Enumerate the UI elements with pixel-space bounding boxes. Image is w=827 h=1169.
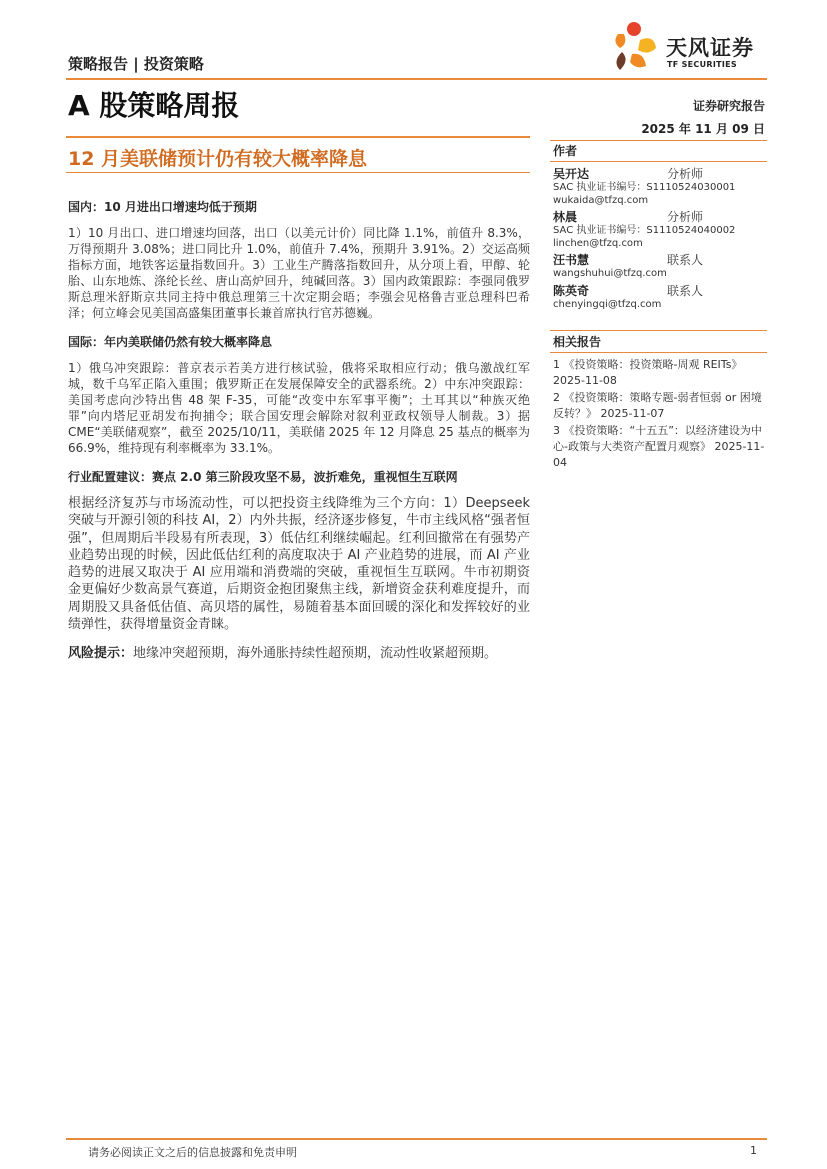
footer-divider [66, 1138, 767, 1140]
author-name: 林晨 [553, 210, 578, 224]
report-type: 证券研究报告 [692, 99, 765, 113]
subtitle-bottom-divider [66, 172, 530, 173]
related-report-link[interactable]: 3 《投资策略：“十五五”：以经济建设为中心-政策与大类资产配置月观察》 2025-11-04 [553, 424, 765, 469]
author-card [553, 284, 767, 312]
author-name: 陈英奇 [553, 283, 590, 298]
report-category: 策略报告 | 投资策略 [68, 55, 204, 73]
subtitle-top-divider [66, 136, 530, 138]
report-date: 2025 年 11 月 09 日 [641, 122, 765, 136]
logo-text-cn: 天风证券 [666, 36, 754, 60]
section-international [68, 333, 530, 456]
related-divider [550, 352, 767, 353]
author-email[interactable]: linchen@tfzq.com [553, 237, 643, 249]
author-email[interactable]: chenyingqi@tfzq.com [553, 298, 662, 310]
author-role: 分析师 [667, 210, 704, 224]
section-heading: 国内：10 月进出口增速均低于预期 [68, 200, 257, 214]
related-reports-panel [553, 333, 767, 471]
author-email[interactable]: wangshuhui@tfzq.com [553, 268, 667, 279]
author-email[interactable]: wukaida@tfzq.com [553, 194, 649, 206]
footer-disclaimer: 请务必阅读正文之后的信息披露和免责申明 [88, 1146, 297, 1159]
related-heading: 相关报告 [553, 335, 602, 349]
authors-heading: 作者 [553, 144, 578, 158]
author-name: 吴开达 [553, 167, 590, 181]
section-heading: 国际：年内美联储仍然有较大概率降息 [68, 335, 273, 349]
authors-top-divider [550, 140, 767, 141]
top-divider [66, 78, 767, 80]
risk-text: 地缘冲突超预期，海外通胀持续性超预期，流动性收紧超预期。 [133, 646, 498, 662]
author-role: 联系人 [667, 253, 704, 267]
related-report-link[interactable]: 1 《投资策略：投资策略-周观 REITs》 2025-11-08 [553, 358, 743, 387]
logo-text-en: TF SECURITIES [667, 60, 737, 69]
author-role: 分析师 [667, 167, 704, 181]
author-cert: SAC 执业证书编号：S1110524030001 [553, 182, 736, 193]
section-body: 1）10 月出口、进口增速均回落，出口（以美元计价）同比降 1.1%，前值升 8.3%，万得预期升 3.08%；进口同比升 1.0%，前值升 7.4%，预期升 3.91%。2）交运高频指标方面，地铁客运量指数回升。3）工业生产腾落指数回升，从分项上看，甲醇、轮胎、山东地炼、涤纶长丝、唐山高炉回升，纯碱回落。3）国内政策跟踪：李强同俄罗斯总理米舒斯京共同主持中俄总理第三十次定期会晤；李强会见格鲁吉亚总理科巴希泽；何立峰会见美国高盛集团董事长兼首席执行官苏德巍。 [68, 226, 530, 320]
section-body: 1）俄乌冲突跟踪：普京表示若美方进行核试验，俄将采取相应行动；俄乌激战红军城，数千乌军正陷入重围；俄罗斯正在发展保障安全的武器系统。2）中东冲突跟踪：美国考虑向沙特出售 48 架 F-35，可能“改变中东军事平衡”；土耳其以“种族灭绝罪”向内塔尼亚胡发布拘捕令；联合国安理会解除对叙利亚政权领导人制裁。3）据 CME“美联储观察”，截至 2025/10/11，美联储 2025 年 12 月降息 25 基点的概率为 66.9%，维持现有利率概率为 33.1%。 [68, 361, 530, 455]
section-body: 根据经济复苏与市场流动性，可以把投资主线降维为三个方向：1）Deepseek 突破与开源引领的科技 AI，2）内外共振，经济逐步修复，牛市主线风格“强者恒强”，但周期后半段易有所表现，3）低估红利继续崛起。红利回撤常在有强势产业趋势出现的时候，因此低估红利的高度取决于 AI 产业趋势的进展，而 AI 产业趋势的进展又取决于 AI 应用端和消费端的突破，重视恒生互联网。牛市初期资金更偏好少数高景气赛道，后期资金抱团聚焦主线，新增资金获利难度提升，而周期股又具备低估值、高贝塔的属性，易随着基本面回暖的深化和发挥较好的业绩弹性，获得增量资金青睐。 [68, 496, 530, 633]
author-cert: SAC 执业证书编号：S1110524040002 [553, 225, 736, 236]
risk-warning [68, 645, 530, 662]
section-heading: 行业配置建议：赛点 2.0 第三阶段攻坚不易，波折难免，重视恒生互联网 [68, 470, 458, 484]
report-title: A 股策略周报 [68, 89, 240, 122]
risk-label: 风险提示： [68, 646, 134, 662]
company-logo [610, 20, 770, 74]
author-name: 汪书慧 [553, 253, 590, 267]
related-top-divider [550, 330, 767, 331]
author-card [553, 210, 767, 250]
report-subtitle: 12 月美联储预计仍有较大概率降息 [68, 148, 368, 170]
author-card [553, 167, 767, 207]
related-report-link[interactable]: 2 《投资策略：策略专题-弱者恒弱 or 困境反转？》 2025-11-07 [553, 391, 762, 420]
author-card [553, 253, 767, 281]
page-number: 1 [750, 1144, 757, 1157]
author-role: 联系人 [667, 283, 704, 298]
authors-panel [553, 142, 767, 311]
authors-divider [550, 161, 767, 162]
section-domestic [68, 198, 530, 321]
logo-mark-icon [610, 20, 664, 74]
section-allocation [68, 468, 530, 633]
main-content [68, 198, 530, 663]
